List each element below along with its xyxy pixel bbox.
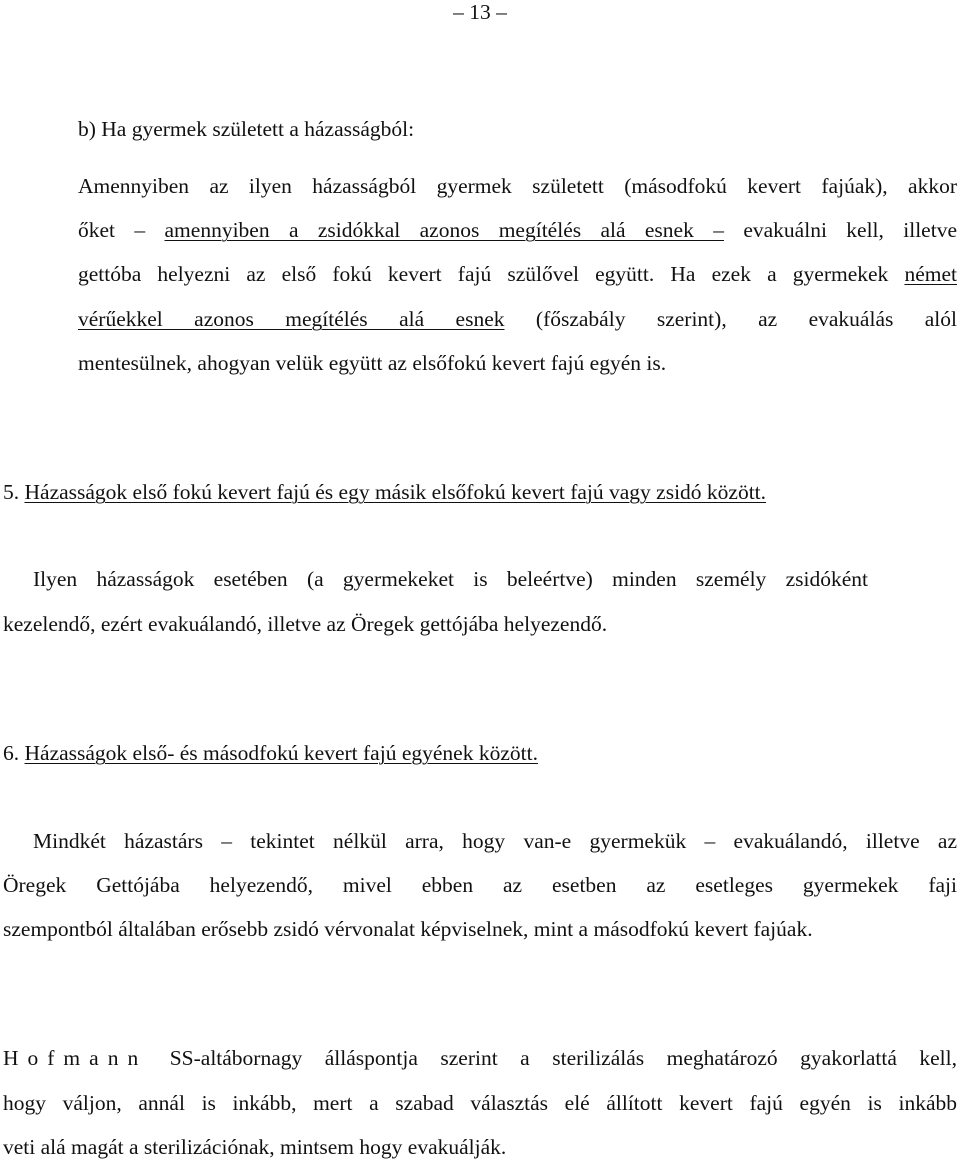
section-b-line-2-underlined: amennyiben a zsidókkal azonos megítélés alá esnek – <box>164 218 724 242</box>
section-b-line-3 <box>78 260 957 288</box>
page-number: – 13 – <box>453 0 507 24</box>
section-5-line-2: kezelendő, ezért evakuálandó, illetve az Öregek gettójába helyezendő. <box>3 612 608 636</box>
section-b-line-2 <box>78 216 957 244</box>
section-b-line-5: mentesülnek, ahogyan velük együtt az elsőfokú kevert fajú egyén is. <box>78 351 667 375</box>
final-line-1-rest: SS-altábornagy álláspontja szerint a sterilizálás meghatározó gyakorlattá kell, <box>147 1046 957 1070</box>
section-6-number: 6. <box>3 741 25 765</box>
final-name: Hofmann <box>3 1046 148 1070</box>
section-b-line-2-start: őket – <box>78 218 165 242</box>
section-5-heading <box>3 478 766 506</box>
section-6-heading <box>3 739 538 767</box>
section-6-line-3: szempontból általában erősebb zsidó vérvonalat képviselnek, mint a másodfokú kevert fajúak. <box>3 917 813 941</box>
section-b-line-2-end: evakuálni kell, illetve <box>723 218 957 242</box>
section-b-line-4 <box>78 305 957 333</box>
section-b-line-4-end: (főszabály szerint), az evakuálás alól <box>504 307 957 331</box>
section-b-heading: b) Ha gyermek született a házasságból: <box>78 117 415 141</box>
section-6-line-1: Mindkét házastárs – tekintet nélkül arra, hogy van-e gyermekük – evakuálandó, illetve az <box>33 829 957 853</box>
final-line-2: hogy váljon, annál is inkább, mert a szabad választás elé állított kevert fajú egyén is inkább <box>3 1091 957 1115</box>
section-6-line-2: Öregek Gettójába helyezendő, mivel ebben az esetben az esetleges gyermekek faji <box>3 873 957 897</box>
section-5-number: 5. <box>3 480 25 504</box>
section-5-title: Házasságok első fokú kevert fajú és egy másik elsőfokú kevert fajú vagy zsidó között. <box>24 480 767 504</box>
section-b-line-3-underlined: német <box>904 262 957 286</box>
final-line-1 <box>3 1044 957 1072</box>
section-b-line-3-start: gettóba helyezni az első fokú kevert fajú szülővel együtt. Ha ezek a gyermekek <box>78 262 905 286</box>
section-b-line-1: Amennyiben az ilyen házasságból gyermek született (másodfokú kevert fajúak), akkor <box>78 174 957 198</box>
section-b-line-4-underlined: vérűekkel azonos megítélés alá esnek <box>78 307 505 331</box>
final-line-3: veti alá magát a sterilizációnak, mintsem hogy evakuálják. <box>3 1135 507 1159</box>
section-5-line-1: Ilyen házasságok esetében (a gyermekeket is beleértve) minden személy zsidóként <box>33 567 868 591</box>
section-6-title: Házasságok első- és másodfokú kevert fajú egyének között. <box>24 741 538 765</box>
